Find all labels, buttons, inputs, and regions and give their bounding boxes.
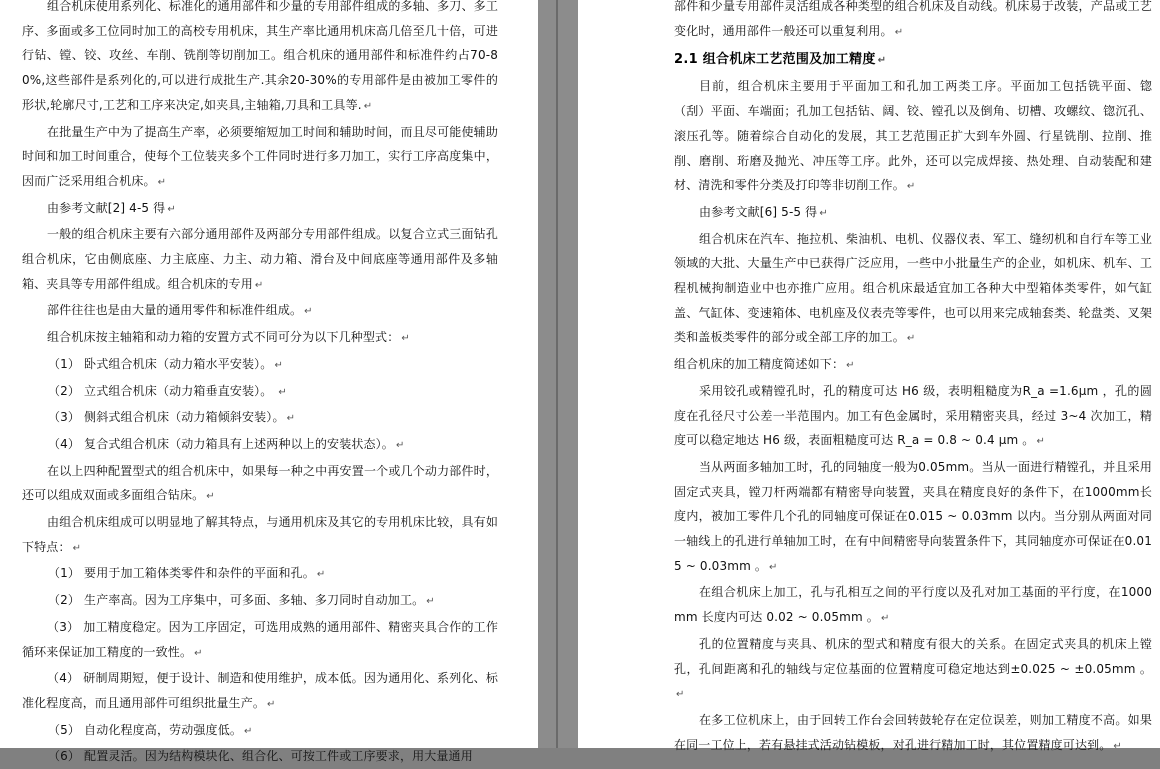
paragraph: 组合机床在汽车、拖拉机、柴油机、电机、仪器仪表、军工、缝纫机和自行车等工业领域的大批、大量生产中已获得广泛应用，一些中小批量生产的企业，如机床、机车、工程机械拘制造业中也亦推广应用。组合机床最适宜加工各种大中型箱体类零件，如气缸盖、气缸体、变速箱体、电机座及仪表壳等零件，也可以用来完成轴套类、轮盘类、叉架类和盖板类零件的部分或全部工序的加工。 ↵ [674, 231, 1152, 345]
paragraph: 目前，组合机床主要用于平面加工和孔加工两类工序。平面加工包括铣平面、锪（刮）平面、车端面；孔加工包括钻、阔、铰、镗孔以及倒角、切槽、攻螺纹、锪沉孔、滚压孔等。随着综合自动化的发展，其工艺范围正扩大到车外圆、行星铣削、拉削、推削、磨削、珩磨及抛光、冲压等工序。此外，还可以完成焊接、热处理、自动装配和建材、清洗和零件分类及打印等非切削工作。 ↵ [674, 79, 1152, 193]
list-item: （1） 卧式组合机床（动力箱水平安装）。 ↵ [48, 356, 283, 371]
paragraph: 在批量生产中为了提高生产率，必须要缩短加工时间和辅助时间，而且尽可能使辅助时间和加工时间重合，使每个工位装夹多个工件同时进行多刀加工，实行工序高度集中，因而广泛采用组合机床。 ↵ [22, 124, 498, 188]
list-item: （4） 研制周期短，便于设计、制造和使用维护，成本低。因为通用化、系列化、标准化程度高，而且通用部件可组织批量生产。 ↵ [22, 671, 498, 710]
list-item: （4） 复合式组合机床（动力箱具有上述两种以上的安装状态）。 ↵ [48, 436, 405, 451]
list-item: （2） 生产率高。因为工序集中，可多面、多轴、多刀同时自动加工。 ↵ [48, 593, 435, 608]
page-gutter [538, 0, 578, 748]
document-page-left [0, 0, 538, 764]
list-item: （2） 立式组合机床（动力箱垂直安装）。 ↵ [48, 383, 287, 398]
paragraph: 在多工位机床上，由于回转工作台会回转鼓轮存在定位误差，则加工精度不高。如果在同一工位上，若有悬挂式活动钻模板，对孔进行精加工时，其位置精度可达到。 ↵ [674, 712, 1152, 752]
page-right-body [674, 0, 1152, 759]
paragraph: 由组合机床组成可以明显地了解其特点，与通用机床及其它的专用机床比较，具有如下特点： ↵ [22, 515, 498, 554]
paragraph: 部件往往也是由大量的通用零件和标准件组成。 ↵ [47, 303, 313, 318]
paragraph: 由参考文献[6] 5-5 得 ↵ [699, 204, 828, 219]
paragraph: 组合机床的加工精度简述如下： ↵ [674, 357, 855, 372]
paragraph: 在以上四种配置型式的组合机床中，如果每一种之中再安置一个或几个动力部件时，还可以组成双面或多面组合钻床。 ↵ [22, 463, 498, 503]
paragraph: 组合机床按主轴箱和动力箱的安置方式不同可分为以下几种型式： ↵ [47, 330, 410, 345]
paragraph: 由参考文献[2] 4-5 得 ↵ [47, 200, 176, 215]
paragraph: 孔的位置精度与夹具、机床的型式和精度有很大的关系。在固定式夹具的机床上镗孔，孔间距离和孔的轴线与定位基面的位置精度可稳定地达到±0.025 ~ ±0.05mm 。↵ [674, 636, 1152, 701]
paragraph-continued: 部件和少量专用部件灵活组成各种类型的组合机床及自动线。机床易于改装，产品或工艺变化时，通用部件一般还可以重复利用。 ↵ [674, 0, 1152, 38]
paragraph: 组合机床使用系列化、标准化的通用部件和少量的专用部件组成的多轴、多刀、多工序、多面或多工位同时加工的高校专用机床，其生产率比通用机床高几倍至几十倍，可进行钻、镗、铰、攻丝、车削、铣削等切削加工。组合机床的通用部件和标准件约占70-80%,这些部件是系列化的,可以进行成批生产.其余20-30%的专用部件是由被加工零件的形状,轮廓尺寸,工艺和工序来决定,如夹具,主轴箱,刀具和工具等. ↵ [22, 0, 498, 112]
document-page-right [578, 0, 1160, 752]
list-item: （6） 配置灵活。因为结构模块化、组合化、可按工件或工序要求，用大量通用 [48, 749, 473, 764]
list-item: （1） 要用于加工箱体类零件和杂件的平面和孔。 ↵ [48, 566, 326, 581]
paragraph: 采用铰孔或精镗孔时，孔的精度可达 H6 级，表明粗糙度为R_a =1.6μm ，孔的圆度在孔径尺寸公差一半范围内。加工有色金属时，采用精密夹具，经过 3~4 次加工，精度可以稳定地达 H6 级，表面粗糙度可达 R_a = 0.8 ~ 0.4 μm 。 ↵ [674, 383, 1152, 448]
list-item: （5） 自动化程度高，劳动强度低。 ↵ [48, 722, 253, 737]
section-heading: 2.1 组合机床工艺范围及加工精度 ↵ [674, 52, 887, 68]
list-item: （3） 加工精度稳定。因为工序固定，可选用成熟的通用部件、精密夹具合作的工作循环来保证加工精度的一致性。 ↵ [22, 619, 498, 659]
list-item: （3） 侧斜式组合机床（动力箱倾斜安装）。 ↵ [48, 410, 296, 425]
paragraph: 在组合机床上加工，孔与孔相互之间的平行度以及孔对加工基面的平行度，在1000mm 长度内可达 0.02 ~ 0.05mm 。 ↵ [674, 585, 1152, 625]
paragraph: 一般的组合机床主要有六部分通用部件及两部分专用部件组成。以复合立式三面钻孔组合机床，它由侧底座、力主底座、力主、动力箱、滑台及中间底座等通用部件及多轴箱、夹具等专用部件组成。组合机床的专用 ↵ [22, 227, 498, 291]
page-left-body [22, 0, 498, 769]
paragraph: 当从两面多轴加工时，孔的同轴度一般为0.05mm。当从一面进行精镗孔，并且采用固定式夹具，镗刀杆两端都有精密导向装置，夹具在精度良好的条件下，在1000mm长度内，被加工零件几个孔的同轴度可保证在0.015 ~ 0.03mm 以内。当分别从两面对同一轴线上的孔进行单轴加工时，在有中间精密导向装置条件下，其同轴度亦可保证在0.015 ~ 0.03mm 。 ↵ [674, 459, 1152, 573]
